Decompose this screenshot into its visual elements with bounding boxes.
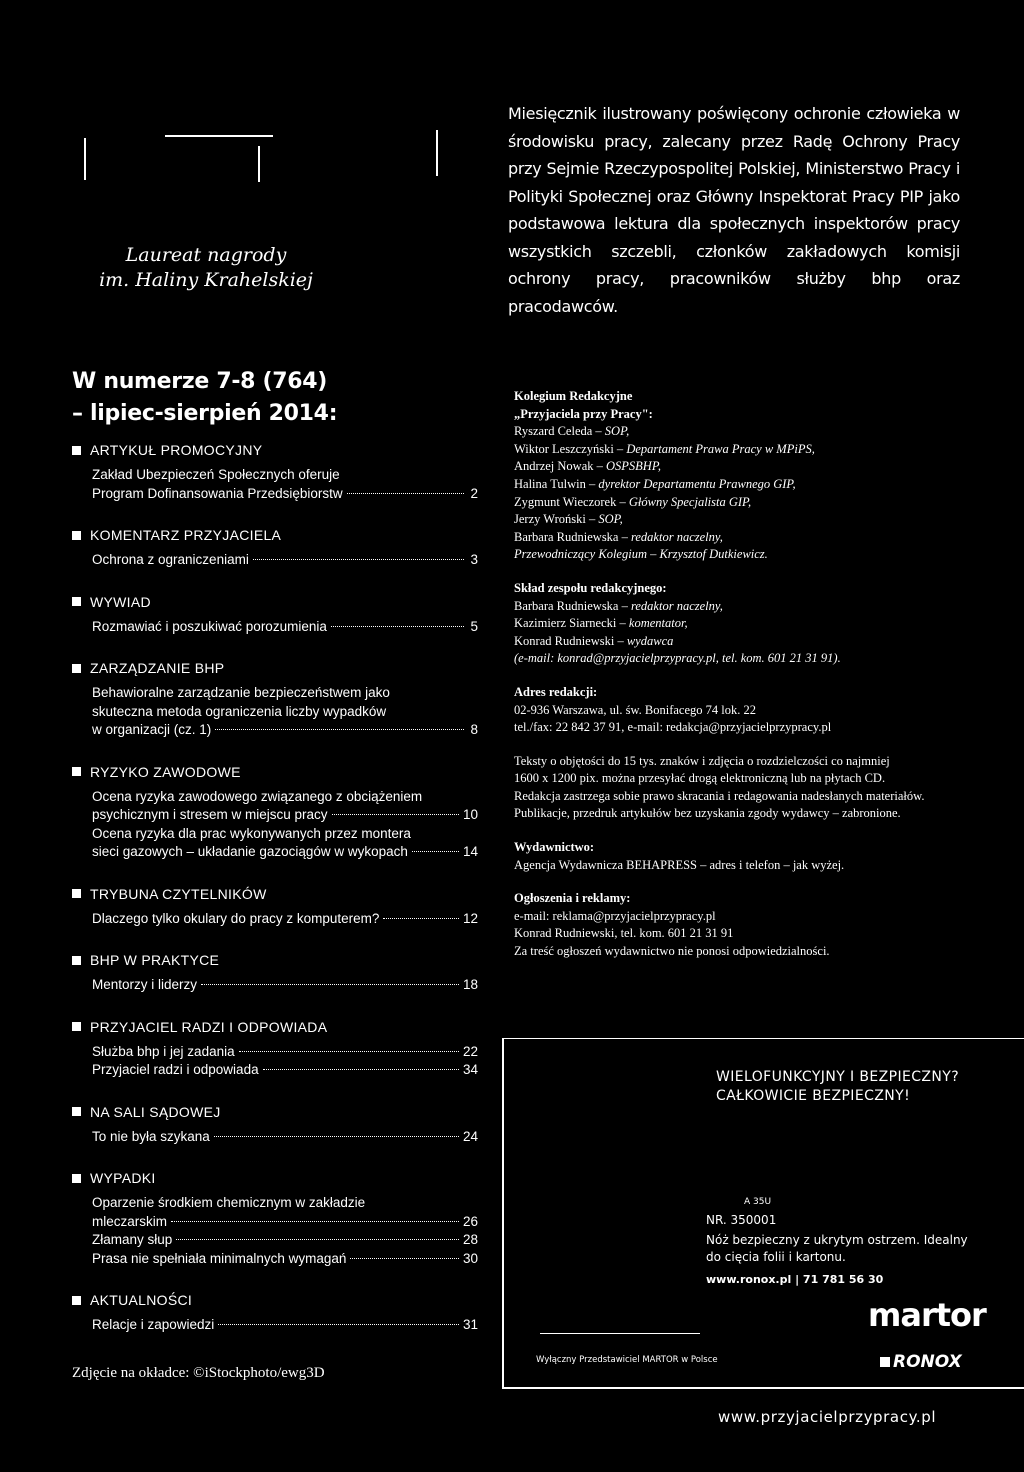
toc-entry-row [92,485,478,504]
team-member-role: (e-mail: konrad@przyjacielprzypracy.pl, tel. kom. 601 21 31 91). [514,651,841,666]
board-member-role: dyrektor Departamentu Prawnego GIP, [598,476,796,491]
dot-leader [176,1239,459,1240]
toc-section-title: KOMENTARZ PRZYJACIELA [90,527,282,543]
board-member-name: Andrzej Nowak – [514,459,606,474]
toc-page-number: 5 [470,618,478,634]
toc-page-number: 2 [470,485,478,501]
toc-section-heading [72,950,478,970]
magazine-description: Miesięcznik ilustrowany poświęcony ochronie człowieka w środowisku pracy, zalecany przez Radę Ochrony Pracy przy Sejmie Rzeczypospolitej Polskiej, Ministerstwo Pracy i Polityki Społecznej oraz Główny Inspektorat Pracy PIP jako podstawowa lektura dla społecznych inspektorów pracy wszystkich szczebli, członków zakładowych komisji ochrony pracy, pracowników służby bhp oraz pracodawców. [508,104,960,316]
team-member-role: wydawca [626,633,674,648]
toc-section-title: NA SALI SĄDOWEJ [90,1103,221,1120]
submission-note-line: Publikacje, przedruk artykułów bez uzyskania zgody wydawcy – zabronione. [514,806,901,821]
square-bullet-icon [72,446,81,455]
toc-entry[interactable] [92,618,478,637]
dot-leader [263,1069,459,1070]
editorial-team [514,580,974,668]
cover-credit: Zdjęcie na okładce: ©iStockphoto/ewg3D [72,1365,325,1381]
toc-page-number: 22 [462,1043,478,1059]
toc-section-title: ZARZĄDZANIE BHP [90,660,225,676]
submission-note-line: Teksty o objętości do 15 tys. znaków i zdjęcia o rozdzielczości co najmniej [514,753,890,768]
dot-leader [239,1051,459,1052]
toc-section-heading [72,525,478,545]
square-bullet-icon [72,1296,81,1305]
toc-entry-text: Przyjaciel radzi i odpowiada [92,1062,259,1077]
submission-note-line: Redakcja zastrzega sobie prawo skracania i redagowania nadesłanych materiałów. [514,788,925,803]
toc-entry-row [92,721,478,740]
board-member-role: Departament Prawa Pracy w MPiPS, [626,441,815,456]
editorial-address [514,684,974,737]
toc-entry[interactable] [92,1316,478,1335]
toc-page-number: 3 [470,552,478,567]
team-member [514,650,974,668]
editorial-address-heading: Adres redakcji: [514,684,598,699]
toc-page-number: 30 [462,1250,478,1266]
advertising-lines [514,908,974,961]
advertising-line: Za treść ogłoszeń wydawnictwo nie ponosi odpowiedzialności. [514,944,830,959]
toc-section [72,950,478,995]
toc-entry-row [92,1250,478,1269]
toc-entry-text: Rozmawiać i poszukiwać porozumienia [92,618,327,634]
dot-leader [412,851,459,852]
toc-section [72,1168,478,1268]
footer-website-link[interactable]: www.przyjacielprzypracy.pl [718,1408,937,1426]
issue-number: W numerze 7-8 (764) [72,369,328,394]
toc-entry-text: Służba bhp i jej zadania [92,1043,235,1059]
board-member-role: redaktor naczelny, [630,529,723,544]
square-bullet-icon [72,1174,81,1183]
toc-entry-text: Program Dofinansowania Przedsiębiorstw [92,485,343,501]
dot-leader [218,1324,459,1325]
square-bullet-icon [72,531,81,540]
address-line: tel./fax: 22 842 37 91, e-mail: redakcja@przyjacielprzypracy.pl [514,720,832,735]
toc-section [72,592,478,637]
ronox-square-icon [880,1357,890,1367]
ad-product-code: A 35U [744,1197,772,1207]
toc-entry-text: w organizacji (cz. 1) [92,722,212,737]
toc-page-number: 31 [462,1317,478,1332]
editorial-team-members [514,598,974,668]
frame-line-top [165,135,273,137]
toc-section-title: PRZYJACIEL RADZI I ODPOWIADA [90,1018,328,1035]
toc-page-number: 28 [462,1232,478,1247]
board-member-role: OSPSBHP, [606,459,661,474]
issue-months: – lipiec-sierpień 2014: [72,401,338,426]
ad-product-description: Nóż bezpieczny z ukrytym ostrzem. Idealny do cięcia folii i kartonu. [706,1233,968,1264]
publisher-heading: Wydawnictwo: [514,840,595,855]
frame-line-left [84,138,86,180]
toc-entry-row [92,1043,478,1062]
publisher-line: Agencja Wydawnicza BEHAPRESS – adres i telefon – jak wyżej. [514,857,845,872]
toc-entry-row [92,1128,478,1147]
board-member-name: Ryszard Celeda – [514,424,605,439]
board-member [514,546,974,564]
team-member-role: komentator, [628,616,688,631]
toc-page-number: 10 [462,807,478,822]
toc-entry[interactable] [92,788,478,825]
square-bullet-icon [72,889,81,898]
toc-entry[interactable] [92,1231,478,1250]
toc-section-title: RYZYKO ZAWODOWE [90,763,241,780]
team-member [514,615,974,633]
board-member [514,458,974,476]
toc-entry-row [92,976,478,995]
toc-entry-row [92,1316,478,1335]
toc-entry-text: Oparzenie środkiem chemicznym w zakładzie [92,1195,366,1210]
board-member-role: SOP, [598,512,623,527]
editorial-info [514,388,974,977]
ad-representative: Wyłączny Przedstawiciel MARTOR w Polsce [536,1355,718,1365]
toc-entry-text: Ocena ryzyka zawodowego związanego z obciążeniem [92,788,423,804]
toc-section-heading [72,762,478,782]
frame-line-middle [258,146,260,182]
toc-entry[interactable] [92,1043,478,1062]
board-member-name: Halina Tulwin – [514,476,599,491]
toc-entry-row [92,1061,478,1080]
board-member-role: SOP, [604,424,630,439]
toc-entry-text: Dlaczego tylko okulary do pracy z komputerem? [92,910,380,926]
toc-entry[interactable] [92,1250,478,1269]
toc-section-title: AKTUALNOŚCI [90,1292,193,1308]
toc-entry[interactable] [92,1128,478,1147]
toc-entry-row [92,843,478,862]
toc-section-title: TRYBUNA CZYTELNIKÓW [90,885,267,902]
dot-leader [350,1258,459,1259]
toc-entry[interactable] [92,1061,478,1080]
publisher-lines [514,857,974,875]
ad-website-link[interactable]: www.ronox.pl | 71 781 56 30 [706,1273,884,1286]
toc-entry-text: Prasa nie spełniała minimalnych wymagań [92,1250,347,1266]
editorial-board-members [514,423,974,564]
toc-page-number: 26 [462,1213,478,1229]
editorial-board-heading: Kolegium Redakcyjne [514,389,633,403]
dot-leader [214,1136,459,1137]
toc-entry-row [92,806,478,825]
square-bullet-icon [72,664,81,673]
laureate-line-2: im. Haliny Krahelskiej [99,269,313,291]
dot-leader [201,984,459,985]
board-member-role: Przewodniczący Kolegium – Krzysztof Dutkiewicz. [514,547,768,562]
toc-entry-text: Relacje i zapowiedzi [92,1317,215,1332]
toc-page-number: 24 [462,1128,478,1144]
submission-note-line: 1600 x 1200 pix. można przesyłać drogą elektroniczną lub na płytach CD. [514,771,886,786]
square-bullet-icon [72,767,81,776]
team-member [514,598,974,616]
toc-entry[interactable] [92,551,478,570]
dot-leader [171,1221,459,1222]
toc-entry[interactable] [92,466,478,503]
toc-entry[interactable] [92,976,478,995]
issue-heading [72,366,337,430]
toc-section [72,1102,478,1147]
laureate-line-1: Laureat nagrody [125,244,287,266]
advertising-line: Konrad Rudniewski, tel. kom. 601 21 31 91 [514,926,734,941]
toc-entry-row [92,910,478,929]
toc-page-number: 12 [462,910,478,926]
board-member [514,441,974,459]
submission-notes [514,753,974,823]
board-member [514,476,974,494]
ad-headline-line-1: WIELOFUNKCYJNY I BEZPIECZNY? [716,1069,960,1085]
square-bullet-icon [72,597,81,606]
toc-entry[interactable] [92,684,478,740]
board-member [514,529,974,547]
toc-section-title: WYWIAD [90,593,151,610]
toc-section [72,658,478,740]
team-member-role: redaktor naczelny, [630,598,723,613]
ronox-logo [880,1352,962,1372]
toc-section-heading [72,1017,478,1037]
ad-product-number: NR. 350001 [706,1213,777,1227]
dot-leader [347,493,464,494]
team-member-name: Konrad Rudniewski – [514,633,627,648]
toc-section-title: BHP W PRAKTYCE [90,952,220,968]
toc-page-number: 14 [462,844,478,859]
team-member [514,633,974,651]
toc-entry-text: mleczarskim [92,1213,168,1229]
advertising [514,890,974,960]
ad-divider [540,1333,700,1334]
dot-leader [331,626,464,627]
toc-section-heading [72,658,478,678]
toc-page-number: 18 [462,977,478,992]
toc-entry-text: Złamany słup [92,1232,173,1247]
publisher [514,839,974,874]
board-member-role: Główny Specjalista GIP, [628,494,752,509]
toc-entry-text: To nie była szykana [92,1128,210,1144]
toc-entry-text: sieci gazowych – układanie gazociągów w wykopach [92,844,408,859]
editorial-team-heading: Skład zespołu redakcyjnego: [514,580,667,595]
toc-entry-text: Ocena ryzyka dla prac wykonywanych przez montera [92,825,411,841]
toc-entry[interactable] [92,825,478,862]
board-member-name: Wiktor Leszczyński – [514,441,627,456]
square-bullet-icon [72,1022,81,1031]
dot-leader [383,918,459,919]
ronox-logo-text: RONOX [893,1352,962,1372]
toc-entry-text: skuteczna metoda ograniczenia liczby wypadków [92,703,387,719]
toc-section-heading [72,1168,478,1188]
editorial-board-subheading: „Przyjaciela przy Pracy": [514,406,653,421]
toc-entry-row [92,618,478,637]
laureate-caption [76,243,336,293]
toc-entry-text: Ochrona z ograniczeniami [92,552,249,567]
board-member [514,494,974,512]
dot-leader [253,559,464,560]
toc-section-title: ARTYKUŁ PROMOCYJNY [90,442,263,458]
board-member-name: Barbara Rudniewska – [514,529,631,544]
team-member-name: Kazimierz Siarnecki – [514,616,629,631]
board-member-name: Jerzy Wroński – [514,512,599,527]
toc-entry-text: Behawioralne zarządzanie bezpieczeństwem jako [92,685,390,700]
ad-headline [716,1068,959,1106]
ad-headline-line-2: CAŁKOWICIE BEZPIECZNY! [716,1088,911,1104]
toc-section-heading [72,884,478,904]
toc-section [72,884,478,929]
toc-section-heading [72,592,478,612]
toc-page-number: 8 [470,722,478,737]
advertising-line: e-mail: reklama@przyjacielprzypracy.pl [514,908,716,923]
square-bullet-icon [72,1107,81,1116]
team-member-name: Barbara Rudniewska – [514,598,631,613]
toc-entry[interactable] [92,1194,478,1231]
toc-section [72,1290,478,1335]
table-of-contents [72,440,478,1357]
dot-leader [215,729,464,730]
frame-line-right [436,130,438,176]
editorial-address-lines [514,702,974,737]
toc-entry-row [92,1231,478,1250]
toc-section [72,440,478,503]
toc-section [72,1017,478,1080]
square-bullet-icon [72,956,81,965]
toc-entry-row [92,551,478,570]
toc-entry-text: Zakład Ubezpieczeń Społecznych oferuje [92,467,340,482]
martor-logo: martor [868,1296,986,1334]
toc-entry-text: psychicznym i stresem w miejscu pracy [92,807,328,822]
board-member-name: Zygmunt Wieczorek – [514,494,629,509]
toc-section-heading [72,1102,478,1122]
board-member [514,511,974,529]
toc-page-number: 34 [462,1062,478,1077]
toc-section [72,525,478,570]
toc-section-heading [72,1290,478,1310]
address-line: 02-936 Warszawa, ul. św. Bonifacego 74 lok. 22 [514,702,756,717]
toc-entry-text: Mentorzy i liderzy [92,977,198,992]
toc-entry[interactable] [92,910,478,929]
toc-entry-row [92,1213,478,1232]
toc-section-heading [72,440,478,460]
editorial-board [514,388,974,564]
advertising-heading: Ogłoszenia i reklamy: [514,891,631,906]
toc-section [72,762,478,862]
dot-leader [332,814,459,815]
toc-section-title: WYPADKI [90,1170,156,1186]
board-member [514,423,974,441]
